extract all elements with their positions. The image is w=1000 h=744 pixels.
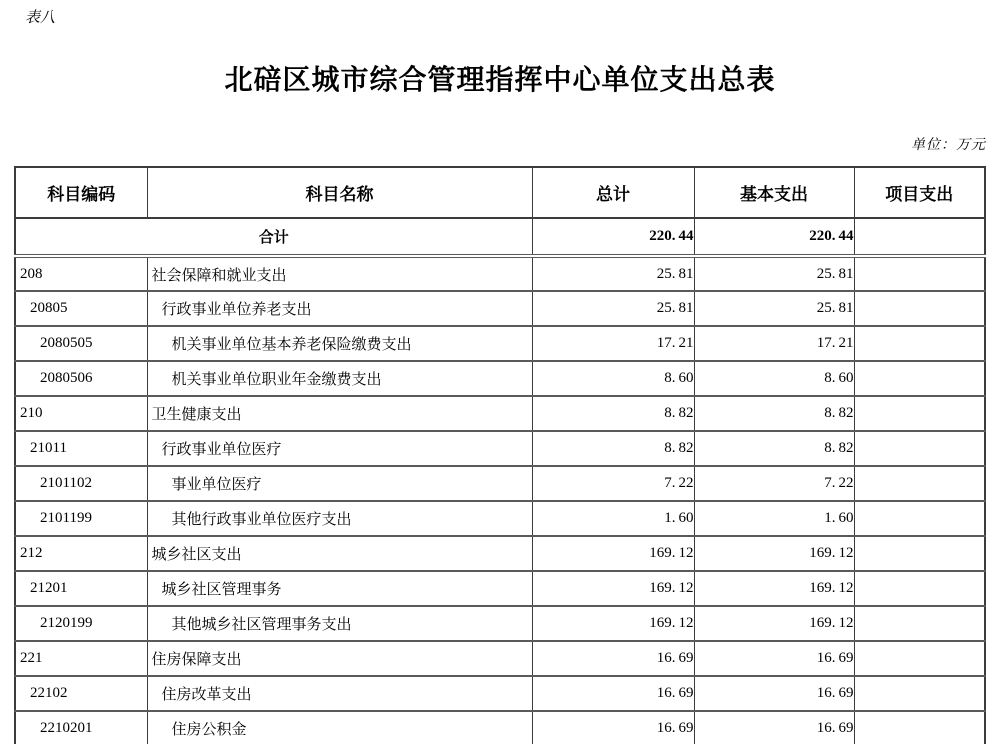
table-row bbox=[15, 571, 985, 606]
basic-cell: 25. 81 bbox=[694, 256, 854, 291]
basic-cell: 16. 69 bbox=[694, 641, 854, 676]
subject-code-cell: 2080505 bbox=[15, 326, 147, 361]
total-cell: 169. 12 bbox=[532, 606, 694, 641]
basic-cell: 16. 69 bbox=[694, 676, 854, 711]
table-row bbox=[15, 256, 985, 291]
total-cell: 25. 81 bbox=[532, 291, 694, 326]
header-row bbox=[15, 167, 985, 218]
basic-cell: 7. 22 bbox=[694, 466, 854, 501]
table-row bbox=[15, 606, 985, 641]
subject-code-cell: 21011 bbox=[15, 431, 147, 466]
subject-code-cell: 2101102 bbox=[15, 466, 147, 501]
basic-cell: 17. 21 bbox=[694, 326, 854, 361]
total-cell: 8. 60 bbox=[532, 361, 694, 396]
subject-name-cell: 住房公积金 bbox=[147, 711, 532, 744]
table-row bbox=[15, 361, 985, 396]
subject-code-cell: 2120199 bbox=[15, 606, 147, 641]
subject-code-cell: 2101199 bbox=[15, 501, 147, 536]
subject-code-cell: 221 bbox=[15, 641, 147, 676]
subject-code-cell: 208 bbox=[15, 256, 147, 291]
total-cell: 1. 60 bbox=[532, 501, 694, 536]
unit-note: 单位：万元 bbox=[911, 138, 986, 153]
table-row bbox=[15, 536, 985, 571]
table-row bbox=[15, 431, 985, 466]
subject-name-cell: 行政事业单位医疗 bbox=[147, 431, 532, 466]
subject-name-cell: 社会保障和就业支出 bbox=[147, 256, 532, 291]
basic-cell: 169. 12 bbox=[694, 606, 854, 641]
subject-code-cell: 22102 bbox=[15, 676, 147, 711]
subject-code-cell: 210 bbox=[15, 396, 147, 431]
total-cell: 16. 69 bbox=[532, 676, 694, 711]
expenditure-table bbox=[14, 166, 986, 744]
subject-code-cell: 21201 bbox=[15, 571, 147, 606]
project-cell bbox=[854, 711, 985, 744]
project-cell bbox=[854, 536, 985, 571]
total-cell: 25. 81 bbox=[532, 256, 694, 291]
project-cell bbox=[854, 361, 985, 396]
subject-name-cell: 城乡社区管理事务 bbox=[147, 571, 532, 606]
subject-name-cell: 事业单位医疗 bbox=[147, 466, 532, 501]
total-cell: 7. 22 bbox=[532, 466, 694, 501]
subject-name-cell: 其他行政事业单位医疗支出 bbox=[147, 501, 532, 536]
subject-name-cell: 其他城乡社区管理事务支出 bbox=[147, 606, 532, 641]
basic-cell: 169. 12 bbox=[694, 571, 854, 606]
basic-cell: 1. 60 bbox=[694, 501, 854, 536]
page-title: 北碚区城市综合管理指挥中心单位支出总表 bbox=[224, 65, 776, 96]
table-number-label: 表八 bbox=[25, 10, 56, 26]
basic-cell: 25. 81 bbox=[694, 291, 854, 326]
table-header bbox=[15, 167, 985, 218]
subject-name-cell: 行政事业单位养老支出 bbox=[147, 291, 532, 326]
total-cell: 16. 69 bbox=[532, 711, 694, 744]
basic-cell: 16. 69 bbox=[694, 711, 854, 744]
subject-name-cell: 卫生健康支出 bbox=[147, 396, 532, 431]
total-cell: 8. 82 bbox=[532, 396, 694, 431]
table-row bbox=[15, 676, 985, 711]
subject-code-cell: 212 bbox=[15, 536, 147, 571]
col-header-basic: 基本支出 bbox=[694, 167, 854, 218]
project-cell bbox=[854, 606, 985, 641]
total-cell: 17. 21 bbox=[532, 326, 694, 361]
basic-cell: 8. 82 bbox=[694, 396, 854, 431]
total-cell: 16. 69 bbox=[532, 641, 694, 676]
subject-code-cell: 20805 bbox=[15, 291, 147, 326]
table-row bbox=[15, 291, 985, 326]
col-header-subject-code: 科目编码 bbox=[15, 167, 147, 218]
basic-cell: 8. 82 bbox=[694, 431, 854, 466]
col-header-subject-name: 科目名称 bbox=[147, 167, 532, 218]
total-cell: 8. 82 bbox=[532, 431, 694, 466]
project-cell bbox=[854, 466, 985, 501]
subject-name-cell: 机关事业单位基本养老保险缴费支出 bbox=[147, 326, 532, 361]
subject-name-cell: 城乡社区支出 bbox=[147, 536, 532, 571]
basic-cell: 8. 60 bbox=[694, 361, 854, 396]
total-total-cell: 220. 44 bbox=[532, 218, 694, 256]
subject-code-cell: 2210201 bbox=[15, 711, 147, 744]
subject-name-cell: 住房改革支出 bbox=[147, 676, 532, 711]
col-header-total: 总计 bbox=[532, 167, 694, 218]
total-cell: 169. 12 bbox=[532, 536, 694, 571]
table-row bbox=[15, 396, 985, 431]
total-project-cell bbox=[854, 218, 985, 256]
total-row bbox=[15, 218, 985, 256]
project-cell bbox=[854, 676, 985, 711]
project-cell bbox=[854, 431, 985, 466]
total-basic-cell: 220. 44 bbox=[694, 218, 854, 256]
table-row bbox=[15, 711, 985, 744]
total-cell: 169. 12 bbox=[532, 571, 694, 606]
table-row bbox=[15, 501, 985, 536]
project-cell bbox=[854, 256, 985, 291]
total-label-cell: 合计 bbox=[15, 218, 532, 256]
subject-name-cell: 机关事业单位职业年金缴费支出 bbox=[147, 361, 532, 396]
project-cell bbox=[854, 571, 985, 606]
table-row bbox=[15, 641, 985, 676]
table-row bbox=[15, 466, 985, 501]
project-cell bbox=[854, 501, 985, 536]
project-cell bbox=[854, 291, 985, 326]
project-cell bbox=[854, 326, 985, 361]
project-cell bbox=[854, 396, 985, 431]
basic-cell: 169. 12 bbox=[694, 536, 854, 571]
subject-code-cell: 2080506 bbox=[15, 361, 147, 396]
subject-name-cell: 住房保障支出 bbox=[147, 641, 532, 676]
table-row bbox=[15, 326, 985, 361]
table-body bbox=[15, 218, 985, 744]
col-header-project: 项目支出 bbox=[854, 167, 985, 218]
project-cell bbox=[854, 641, 985, 676]
